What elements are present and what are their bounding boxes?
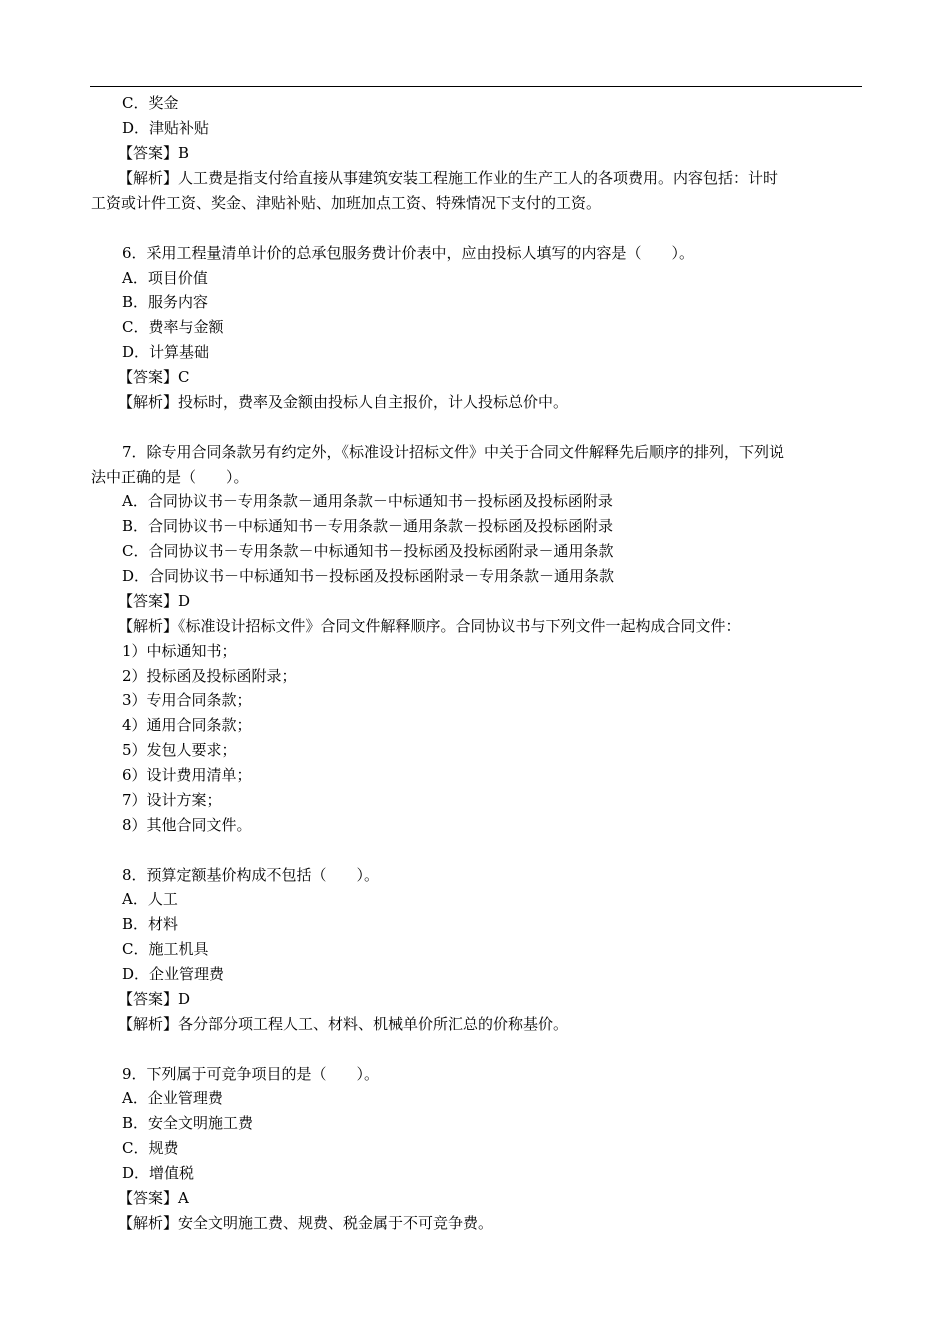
q6-analysis: 【解析】投标时，费率及金额由投标人自主报价，计人投标总价中。 (118, 393, 569, 411)
q7-item-8: 8）其他合同文件。 (122, 816, 252, 834)
q7-item-6: 6）设计费用清单； (122, 766, 252, 784)
q6-option-d: D．计算基础 (122, 343, 210, 361)
q5-analysis-line1: 【解析】人工费是指支付给直接从事建筑安装工程施工作业的生产工人的各项费用。内容包括：计时 (118, 169, 779, 187)
q8-option-c: C．施工机具 (122, 940, 209, 958)
q8-option-a: A．人工 (122, 890, 178, 908)
q7-option-c: C．合同协议书－专用条款－中标通知书－投标函及投标函附录－通用条款 (122, 542, 614, 560)
q9-option-d: D．增值税 (122, 1164, 195, 1182)
q6-stem: 6．采用工程量清单计价的总承包服务费计价表中，应由投标人填写的内容是（ ）。 (122, 244, 695, 262)
q5-option-c: C．奖金 (122, 94, 179, 112)
q9-answer: 【答案】A (118, 1189, 189, 1207)
q6-answer: 【答案】C (118, 368, 190, 386)
q5-analysis-line2: 工资或计件工资、奖金、津贴补贴、加班加点工资、特殊情况下支付的工资。 (91, 194, 602, 212)
q9-option-c: C．规费 (122, 1139, 179, 1157)
q9-analysis: 【解析】安全文明施工费、规费、税金属于不可竞争费。 (118, 1214, 494, 1232)
q9-option-b: B．安全文明施工费 (122, 1114, 254, 1132)
q7-option-d: D．合同协议书－中标通知书－投标函及投标函附录－专用条款－通用条款 (122, 567, 615, 585)
q6-option-b: B．服务内容 (122, 293, 209, 311)
q7-item-5: 5）发包人要求； (122, 741, 237, 759)
header-rule (90, 86, 862, 87)
q7-option-b: B．合同协议书－中标通知书－专用条款－通用条款－投标函及投标函附录 (122, 517, 614, 535)
q9-stem: 9．下列属于可竞争项目的是（ ）。 (122, 1065, 380, 1083)
q5-option-d: D．津贴补贴 (122, 119, 210, 137)
q9-option-a: A．企业管理费 (122, 1089, 223, 1107)
q6-option-a: A．项目价值 (122, 269, 208, 287)
q8-stem: 8．预算定额基价构成不包括（ ）。 (122, 866, 380, 884)
q7-item-4: 4）通用合同条款； (122, 716, 252, 734)
q7-stem-line2: 法中正确的是（ ）。 (91, 468, 249, 486)
q7-analysis: 【解析】《标准设计招标文件》合同文件解释顺序。合同协议书与下列文件一起构成合同文件： (118, 617, 741, 635)
q8-option-d: D．企业管理费 (122, 965, 225, 983)
q7-stem-line1: 7．除专用合同条款另有约定外，《标准设计招标文件》中关于合同文件解释先后顺序的排列，下列说 (122, 443, 785, 461)
q7-item-2: 2）投标函及投标函附录； (122, 667, 297, 685)
q8-analysis: 【解析】各分部分项工程人工、材料、机械单价所汇总的价称基价。 (118, 1015, 569, 1033)
q7-answer: 【答案】D (118, 592, 191, 610)
q5-answer: 【答案】B (118, 144, 190, 162)
q6-option-c: C．费率与金额 (122, 318, 224, 336)
q8-answer: 【答案】D (118, 990, 191, 1008)
q7-item-3: 3）专用合同条款； (122, 691, 252, 709)
q8-option-b: B．材料 (122, 915, 179, 933)
q7-item-7: 7）设计方案； (122, 791, 222, 809)
q7-item-1: 1）中标通知书； (122, 642, 237, 660)
q7-option-a: A．合同协议书－专用条款－通用条款－中标通知书－投标函及投标函附录 (122, 492, 613, 510)
